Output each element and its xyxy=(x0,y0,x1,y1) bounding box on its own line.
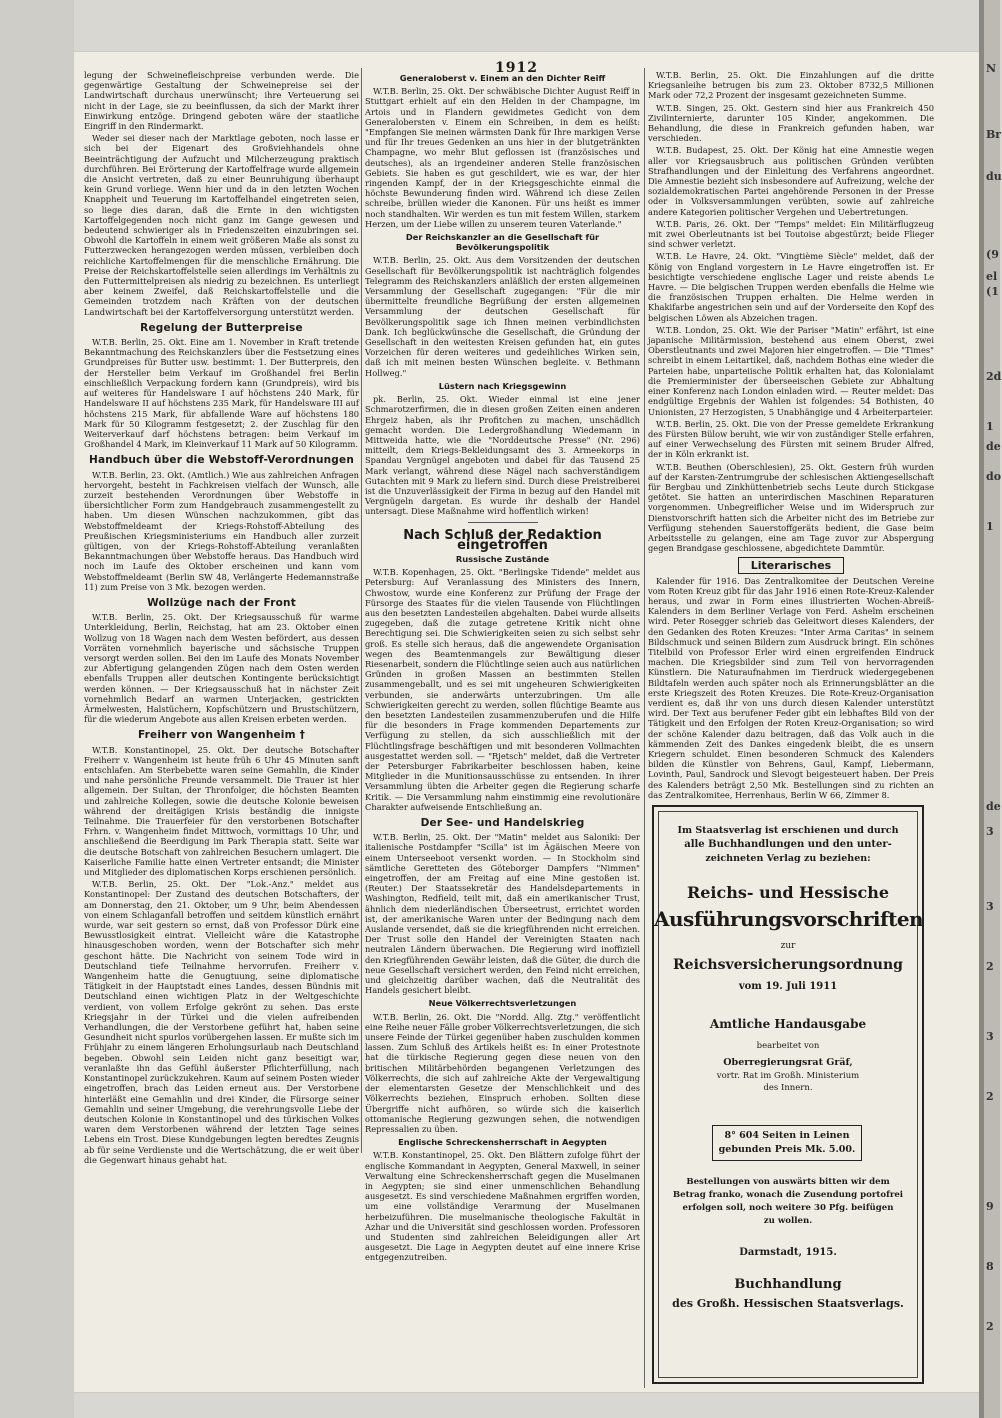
news-item: W.T.B. Singen, 25. Okt. Gestern sind hier aus Frankreich 450 Zivilinternierte, darunter 105 Kinder, angekommen. Die Behandlung, die diese in Frankreich gefunden haben, war verschieden. xyxy=(648,102,934,144)
page-number: 1912 xyxy=(495,60,538,76)
adjacent-page-fragment: du xyxy=(986,170,1002,183)
article-paragraph: Weder sei dieser nach der Marktlage geboten, noch lasse er sich bei der Eigenart des Großviehhandels ohne Beeinträchtigung der Aufzucht und Milcherzeugung praktisch durchführen. Bei Erörterung der Kartoffelfrage wurde allgemein die Ansicht vertreten, daß zu einer Beunruhigung überhaupt kein Grund vorliege. Wenn hier und da in den letzten Wochen Knappheit und Teuerung im Kartoffelhandel eingetreten seien, so liege dies daran, daß die Ernte in den wichtigsten Kartoffelgegenden noch nicht ganz im Gange gewesen und bedeutend schwieriger als in Friedenszeiten einzubringen sei. Obwohl die Kartoffeln in einem weit größeren Maße als sonst zu Futterzwecken herangezogen werden müssen, verbleiben doch reichliche Kartoffelmengen für die menschliche Ernährung. Die Preise der Reichskartoffelstelle seien allerdings im Verhältnis zu den Futtermittelpreisen als niedrig zu bezeichnen. Es unterliegt aber keinem Zweifel, daß Reichskartoffelstelle und die Gemeinden trotzdem nach Kräften von der deutschen Landwirtschaft bei der Kartoffelversorgung unterstützt werden. xyxy=(84,133,359,317)
ad-place-date: Darmstadt, 1915. xyxy=(739,1247,837,1258)
ad-subtitle: Reichsversicherungsordnung xyxy=(673,957,903,973)
ad-date: vom 19. Juli 1911 xyxy=(738,981,838,992)
ad-line: zu wollen. xyxy=(763,1216,813,1226)
news-item: W.T.B. Berlin, 25. Okt. Die von der Presse gemeldete Erkrankung des Fürsten Bülow beruht, wie wir von zuständiger Stelle erfahren, auf einer Verwechselung des Fürsten mit seinem Bruder Alfred, der in Köln erkrankt ist. xyxy=(648,418,934,460)
ad-line: alle Buchhandlungen und den unter- xyxy=(684,839,892,850)
adjacent-page-fragment: N xyxy=(986,62,997,75)
headline-butterpreise: Regelung der Butterpreise xyxy=(140,321,303,334)
article-paragraph: W.T.B. Kopenhagen, 25. Okt. "Berlingske Tidende" meldet aus Petersburg: Auf Veranlassung des Ministers des Innern, Chwostow, wurde eine Konferenz zur Prüfung der Frage der Fürsorge des Staates für die vielen Tausende von Flüchtlingen aus den besetzten Landesteilen abgehalten. Dabei wurde allseits zugegeben, daß die zutage getretene Kritik nicht ohne Berechtigung sei. Die Schwierigkeiten seien zu sich selbst sehr groß. Es stelle sich heraus, daß die angewendete Organisation wegen des Beamtenmangels zur Bewältigung dieser Riesenarbeit, sondern die Flüchtlinge seien auch aus natürlichen Gründen in großen Massen an bestimmten Stellen zusammengeballt, und es sei mit ungeheuren Schwierigkeiten verbunden, sie anderwärts unterzubringen. Um alle Schwierigkeiten gerecht zu werden, sollen flüchtige Beamte aus den besetzten Landesteilen zusammenzuberufen und die Hilfe für die besonders in Frage kommenden Departements zur Verfügung zu stellen, da sich ausschließlich mit der Flüchtlingsfrage beschäftigen und mit besonderen Vollmachten ausgestattet werden soll. — "Rjetsch" meldet, daß die Vertreter der Petersburger Fabrikarbeiter beschlossen haben, keine Mitglieder in die Munitionsausschüsse zu entsenden. In ihrer Versammlung übten die Arbeiter gegen die Regierung scharfe Kritik. — Die Versammlung nahm einstimmig eine revolutionäre Charakter aufweisende Entschließung an. xyxy=(365,567,640,812)
column-rule-2 xyxy=(644,68,645,1388)
headline-kriegsgewinn: Lüstern nach Kriegsgewinn xyxy=(438,380,567,391)
adjacent-page-fragment: 3 xyxy=(986,825,994,838)
adjacent-page-fragment: do xyxy=(986,470,1002,483)
news-item: W.T.B. Beuthen (Oberschlesien), 25. Okt. Gestern früh wurden auf der Karsten-Zentrumgrube der schlesischen Aktiengesellschaft für Bergbau und Zinkhüttenbetrieb sechs Leute durch Stickgase getötet. Sie hatten an unterirdischen Maschinen Reparaturen vorgenommen. Unbegreiflicher Weise und im Widerspruch zur Dienstvorschrift hatten sich die Arbeiter nicht des im Betriebe zur Verfügung stehenden Sauerstoffgeräts bedient, die Gase beim Arbeitsstelle zu gelangen, eine am Tage zuvor zur Abspergung gegen Brandgase geschlossene, abgedichtete Dammtür. xyxy=(648,461,934,554)
ad-line: Bestellungen von auswärts bitten wir dem xyxy=(686,1177,890,1187)
article-paragraph: W.T.B. Konstantinopel, 25. Okt. Den Blättern zufolge führt der englische Kommandant in Aegypten, General Maxwell, in seiner Verwaltung eine Schreckensherrschaft gegen die Muselmanen in Aegypten; sie sind einer unmenschlichen Behandlung ausgesetzt. Es sind verschiedene Maßnahmen ergriffen worden, um eine vollständige Verarmung der Muselmanen herbeizuführen. Die muselmanische theologische Fakultät in Azhar und die Universität sind geschlossen worden. Professoren und Studenten sind zahlreichen Beleidigungen aller Art ausgesetzt. Die Lage in Aegypten deutet auf eine innere Krise entgegenzutreiben. xyxy=(365,1150,640,1263)
headline-voelkerrecht: Neue Völkerrechtsverletzungen xyxy=(428,998,577,1009)
ad-line: Betrag franko, wonach die Zusendung portofrei xyxy=(672,1190,904,1200)
adjacent-page-fragment: (1 xyxy=(986,285,999,298)
article-paragraph: W.T.B. Berlin, 25. Okt. Der "Lok.-Anz." meldet aus Konstantinopel: Der Zustand des deutschen Botschafters, der am Donnerstag, den 21. Oktober, um 9 Uhr, beim Abendessen von einem Schlaganfall betroffen und seitdem künstlich ernährt wurde, war seit gestern so ernst, daß von Professor Dürk eine Bewusstlosigkeit eintrat. Vielleicht wäre die Katastrophe hinausgeschoben worden, wenn der Botschafter sich mehr geschont hätte. Die Nachricht von seinem Tode wird in Deutschland tiefe Teilnahme hervorrufen. Freiherr v. Wangenheim hatte die Genugtuung, seine diplomatische Tätigkeit in der Hauptstadt eines Landes, dessen Bündnis mit Deutschland einen wichtigen Platz in der Weltgeschichte verdient, von vollem Erfolge gekrönt zu sehen. Das erste Kriegsjahr in der Türkei und die vielen aufreibenden Verhandlungen, die der Verstorbene geführt hat, haben seine Gesundheit nicht spurlos vorübergehen lassen. Er mußte sich im Frühjahr zu einem längeren Erholungsurlaub nach Deutschland begeben. Obwohl sein Leiden nicht ganz beseitigt war, veranlaßte ihn das Gefühl äußerster Pflichterfüllung, nach Konstantinopel zurückzukehren. Kaum auf seinem Posten wieder eingetroffen, brach das Leiden erneut aus. Der Verstorbene hinterläßt eine Gemahlin und drei Kinder, die Fürsorge seiner Gemahlin und seiner Umgebung, die verehrungsvolle Liebe der deutschen Kolonie in Konstantinopel und des türkischen Volkes waren dem Verstorbenen während der letzten Tage seines Lebens ein Trost. Diese Kundgebungen legten beredtes Zeugnis ab für seine Verdienste und die Wertschätzung, die er weit über die Gegenwart hinaus gehabt hat. xyxy=(84,879,359,1165)
adjacent-page-fragment: 8 xyxy=(986,1260,994,1273)
ad-line: bearbeitet von xyxy=(756,1041,820,1051)
article-paragraph: W.T.B. Berlin, 25. Okt. Eine am 1. November in Kraft tretende Bekanntmachung des Reichskanzlers über die Festsetzung eines Grundpreises für Butter usw. bestimmt: 1. Der Butterpreis, den der Hersteller beim Verkauf im Großhandel frei Berlin einschließlich Verpackung fordern kann (Grundpreis), wird bis auf weiteres für Handelsware I auf höchstens 240 Mark, für Handelsware II auf höchstens 235 Mark, für Handelsware III auf höchstens 215 Mark, für abfallende Ware auf höchstens 180 Mark für 50 Kilogramm festgesetzt; 2. der Zuschlag für den Weiterverkauf darf höchstens betragen: beim Verkauf im Großhandel 4 Mark, im Kleinverkauf 11 Mark auf 50 Kilogramm. xyxy=(84,337,359,450)
ad-main-title: Ausführungsvorschriften xyxy=(654,907,924,931)
headline-wangenheim: Freiherr von Wangenheim † xyxy=(137,729,306,742)
ad-line: Im Staatsverlag ist erschienen und durch xyxy=(677,825,899,836)
column-1 xyxy=(84,70,359,1165)
section-divider xyxy=(468,522,538,523)
ad-line: zur xyxy=(780,941,796,951)
adjacent-page-edge xyxy=(979,0,1000,1418)
ad-title-line: Reichs- und Hessische xyxy=(686,883,890,902)
ad-publisher: Buchhandlung xyxy=(734,1277,842,1292)
ad-line: vortr. Rat im Großh. Ministerium xyxy=(716,1071,860,1081)
column-rule-1 xyxy=(361,68,362,1153)
article-paragraph: W.T.B. Berlin, 25. Okt. Der Kriegsausschuß für warme Unterkleidung, Berlin, Reichstag, hat am 23. Oktober einen Wollzug von 18 Wagen nach dem Westen befördert, aus dessen Vorräten vornehmlich bayerische und sächsische Truppen versorgt werden sollen. Bei den im Laufe des Monats November zur Abfertigung gelangenden Zügen nach dem Osten werden ebenfalls Truppen aller deutschen Kontingente berücksichtigt werden können. — Der Kriegsausschuß hat in nächster Zeit vornehmlich Bedarf an warmen Unterjacken, gestrickten Ärmelwesten, Halstüchern, Kopfschützern und Brustschützern, für die wiederum Angebote aus allen Kreisen erbeten werden. xyxy=(84,612,359,725)
article-paragraph: W.T.B. Berlin, 25. Okt. Der "Matin" meldet aus Saloniki: Der italienische Postdampfer "Scilla" ist im Ägäischen Meere von einem Unterseeboot versenkt worden. — In Stockholm sind sämtliche Geretteten des Göteborger Dampfers "Nimmen" eingetroffen, der am Freitag auf eine Mine gestoßen ist. (Reuter.) Der Staatssekretär des Handelsdepartements in Washington, Redfield, teilt mit, daß ein amerikanischer Trust, ähnlich dem niederländischen Überseetrust, errichtet worden ist, der amerikanische Waren unter der Bedingung nach dem Auslande versendet, daß sie die kriegführenden nicht erreichen. Der Trust solle den Handel der Vereinigten Staaten nach neutralen Ländern überwachen. Die Regierung wird inoffiziell den Kriegführenden Gewähr leisten, daß die Güter, die durch die neue Gesellschaft versichert werden, den Feind nicht erreichen, und gleichzeitig darüber wachen, daß die Neutralität des Handels gesichert bleibt. xyxy=(365,832,640,996)
headline-webstoff: Handbuch über die Webstoff-Verordnungen xyxy=(88,454,355,467)
adjacent-page-fragment: 1 xyxy=(986,520,994,533)
adjacent-page-fragment: 3 xyxy=(986,900,994,913)
headline-literarisches: Literarisches xyxy=(738,557,844,574)
adjacent-page-fragment: (9 xyxy=(986,248,999,261)
binding-gutter xyxy=(0,0,74,1418)
adjacent-page-fragment: el xyxy=(986,270,998,283)
article-paragraph: W.T.B. Berlin, 26. Okt. Die "Nordd. Allg. Ztg." veröffentlicht eine Reihe neuer Fälle grober Völkerrechtsverletzungen, die sich unsere Feinde der Türkei gegenüber haben zuschulden kommen lassen. Zum Schluß des Artikels heißt es: In einer Protestnote hat die türkische Regierung gegen diese neuen von den britischen Militärbehörden begangenen Verletzungen des Völkerrechts, die sich auf zahlreiche Akte der Vergewaltigung der elementarsten Gesetze der Menschlichkeit und des Völkerrechts beziehen, Einspruch erhoben. Sollten diese Übergriffe nicht aufhören, so würde sich die kaiserlich ottomanische Regierung gezwungen sehen, die notwendigen Repressalien zu üben. xyxy=(365,1011,640,1134)
ad-line: zeichneten Verlag zu beziehen: xyxy=(705,853,871,864)
adjacent-page-fragment: 2 xyxy=(986,960,994,973)
headline-redaktionsschluss: Nach Schluß der Redaktion eingetroffen xyxy=(403,527,602,553)
news-item: W.T.B. Paris, 26. Okt. Der "Temps" meldet: Ein Militärflugzeug mit zwei Oberleutnants ist bei Toutoise abgestürzt; beide Flieger sind schwer verletzt. xyxy=(648,218,934,250)
adjacent-page-fragment: Br xyxy=(986,128,1002,141)
adjacent-page-fragment: de xyxy=(986,800,1001,813)
ad-author: Oberregierungsrat Gräf, xyxy=(723,1057,853,1068)
advertisement-box xyxy=(652,805,924,1384)
headline-reichskanzler: Der Reichskanzler an die Gesellschaft für Bevölkerungspolitik xyxy=(405,232,600,253)
article-paragraph: W.T.B. Berlin, 25. Okt. Aus dem Vorsitzenden der deutschen Gesellschaft für Bevölkerungspolitik ist nachträglich folgendes Telegramm des Reichskanzlers anläßlich der ersten allgemeinen Versammlung der Gesellschaft zugegangen: "Für die mir übermittelte freundliche Begrüßung der ersten allgemeinen Versammlung der deutschen Gesellschaft für Bevölkerungspolitik sage ich Ihnen meinen verbindlichsten Dank. Ich beglückwünsche die Gesellschaft, die Gründung der Gesellschaft in den weitesten Kreisen gefunden hat, ein gutes Vorzeichen für deren weiteres und gedeihliches Wirken sein, daß ich mit meinen besten Wünschen begleite. v. Bethmann Hollweg." xyxy=(365,255,640,378)
news-item: W.T.B. Budapest, 25. Okt. Der König hat eine Amnestie wegen aller vor Kriegsausbruch aus politischen Gründen verübten Strafhandlungen und der Einleitung des Verfahrens angeordnet. Die Amnestie bezieht sich insbesondere auf Aufreizung, welche der sozialdemokratischen Partei angehörende Personen in der Presse oder in Volksversammlungen verübten, sowie auf zahlreiche andere Kategorien politischer Vergehen und Uebertretungen. xyxy=(648,145,934,217)
ad-price-line: 8° 604 Seiten in Leinen xyxy=(724,1130,850,1141)
article-paragraph: pk. Berlin, 25. Okt. Wieder einmal ist eine jener Schmarotzerfirmen, die in diesen großen Zeiten einen anderen Ehrgeiz haben, als ihr Profitchen zu machen, unschädlich gemacht worden. Die Ledergroßhandlung Wiedemann in Mittweida hatte, wie die "Norddeutsche Presse" (Nr. 296) mitteilt, dem Kriegs-Bekleidungsamt des 3. Armeekorps in Spandau Vergnügel angeboten und dabei für das Tausend 25 Mark verlangt, während diese Nägel nach sachverständigem Gutachten mit 9 Mark zu liefern sind. Durch diese Preistreiberei ist die Unzuverlässigkeit der Firma in bezug auf den Handel mit Vergnügeln dargetan. Es wurde ihr deshalb der Handel untersagt. Diese Maßnahme wird hoffentlich wirken! xyxy=(365,394,640,517)
ad-line: erfolgen soll, noch weitere 30 Pfg. beifügen xyxy=(682,1203,894,1213)
adjacent-page-fragment: 3 xyxy=(986,1030,994,1043)
ad-price-line: gebunden Preis Mk. 5.00. xyxy=(718,1144,856,1155)
headline-aegypten: Englische Schreckensherrschaft in Aegypten xyxy=(398,1137,607,1148)
adjacent-page-fragment: 2 xyxy=(986,1090,994,1103)
headline-literarisches-box xyxy=(648,561,934,571)
ad-edition: Amtliche Handausgabe xyxy=(709,1017,867,1031)
article-paragraph: W.T.B. Berlin, 25. Okt. Der schwäbische Dichter August Reiff in Stuttgart erhielt auf ein den Helden in der Champagne, im Artois und in Flandern gewidmetes Gedicht von dem Generalobersten v. Einem ein Schreiben, in dem es heißt: "Empfangen Sie meinen wärmsten Dank für Ihre markigen Verse und für Ihr treues Gedenken an uns hier in der blutgetränkten Champagne, wo mehr Blut geflossen ist (französisches und deutsches), als an irgendeiner anderen Stelle französischen Gebiets. Sie haben es gut geschildert, wie es war, der hier ringenden Kampf, der in der Kriegsgeschichte einmal die höchste Bewunderung finden wird. Während ich diese Zeilen schreibe, brüllen wieder die Kanonen. Für uns heißt es immer noch standhalten. Wir werden es tun mit festem Willen, starkem Herzen, um der Liebe willen zu unserem teuren Vaterlande." xyxy=(365,86,640,229)
headline-reiff: Generaloberst v. Einem an den Dichter Reiff xyxy=(399,73,606,83)
ad-publisher: des Großh. Hessischen Staatsverlags. xyxy=(672,1297,904,1310)
headline-handelskrieg: Der See- und Handelskrieg xyxy=(420,817,585,830)
news-item: W.T.B. Le Havre, 24. Okt. "Vingtième Siècle" meldet, daß der König von England vorgestern in Le Havre eingetroffen ist. Er besichtigte verschiedene englische Lager und reiste abends Le Havre. — Die belgischen Truppen werden ebenfalls die Helme wie die französischen Truppen erhalten. Die Helme werden in Khakifarbe angestrichen sein und auf der Vorderseite den Kopf des belgischen Löwen als Abzeichen tragen. xyxy=(648,251,934,323)
article-paragraph: legung der Schweinefleischpreise verbunden werde. Die gegenwärtige Gestaltung der Schweinepreise sei der Landwirtschaft durchaus unerwünscht; ihre Verteuerung sei nicht in der Lage, sie zu beeinflussen, da sich der Markt ihrer Einwirkung entzöge. Dringend geboten wäre der staatliche Eingriff in den Rindermarkt. xyxy=(84,70,359,132)
headline-wollzuege: Wollzüge nach der Front xyxy=(147,596,296,609)
adjacent-page-fragment: 1 xyxy=(986,420,994,433)
ad-line: des Innern. xyxy=(763,1083,813,1093)
column-2 xyxy=(365,70,640,1263)
ad-price-box xyxy=(712,1125,862,1161)
headline-russische-zustaende: Russische Zustände xyxy=(455,553,550,564)
article-paragraph: W.T.B. Berlin, 23. Okt. (Amtlich.) Wie aus zahlreichen Anfragen hervorgeht, besteht in Fachkreisen vielfach der Wunsch, alle zurzeit bestehenden Verordnungen über Webstoffe in übersichtlicher Form zum Handgebrauch zusammengestellt zu haben. Um diesen Wünschen nachzukommen, gibt das Webstoffmeldeamt der Kriegs-Rohstoff-Abteilung des Preußischen Kriegsministeriums ein Handbuch aller zurzeit gültigen, von der Kriegs-Rohstoff-Abteilung veranlaßten Bekanntmachungen über Webstoffe heraus. Das Handbuch wird noch im Laufe des Oktober erscheinen und kann vom Webstoffmeldeamt (Berlin SW 48, Verlängerte Hedemannstraße 11) zum Preise von 3 Mk. bezogen werden. xyxy=(84,469,359,592)
article-paragraph: Kalender für 1916. Das Zentralkomitee der Deutschen Vereine vom Roten Kreuz gibt für das Jahr 1916 einen Rote-Kreuz-Kalender heraus, und zwar in Form eines illustrierten Wochen-Abreiß-Kalenders in dem Berliner Verlage von Ferd. Ashelm erscheinen wird. Peter Rosegger schrieb das Geleitwort dieses Kalenders, der den Gedanken des Roten Kreuzes: "Inter Arma Caritas" in seinem Bildschmuck und seinen Bildern zum Ausdruck bringt. Ein schönes Titelbild von Professor Erler wird einen ergreifenden Eindruck machen. Die Kriegsbilder sind zum Teil von hervorragenden Künstlern. Die Naturaufnahmen im Tierdruck wiedergegebenen Bildtafeln werden auch später noch als Erinnerungsblätter an die erste Kriegszeit des Roten Kreuzes. Die Rote-Kreuz-Organisation verdient es, daß ihr von uns durch diesen Kalender unterstützt wird. Der Text aus berufener Feder gibt ein lebhaftes Bild von der Tätigkeit und den Erfolgen der Roten Kreuz-Organisation; so wird der schöne Kalender dazu beitragen, daß das Volk auch in die kämmenden Zeit des Dankes eingedenk bleibt, die es unsern Kriegern schuldet. Einen besonderen Schmuck des Kalenders bilden die Künstler von Behrens, Gaul, Kampf, Liebermann, Lovinth, Paul, Sandrock und Slevogt beigesteuert haben. Der Preis des Kalenders beträgt 2,50 Mk. Bestellungen sind zu richten an das Zentralkomitee, Herrenhaus, Berlin W 66, Zimmer 8. xyxy=(648,575,934,800)
article-paragraph: W.T.B. Konstantinopel, 25. Okt. Der deutsche Botschafter Freiherr v. Wangenheim ist heute früh 6 Uhr 45 Minuten sanft entschlafen. Am Sterbebette waren seine Gemahlin, die Kinder und nahe persönliche Freunde versammelt. Die Trauer ist hier allgemein. Der Sultan, der Thronfolger, die höchsten Beamten und zahlreiche Kollegen, sowie die deutsche Kolonie beweisen während der dreitägigen Krisis beständig die innigste Teilnahme. Die Trauerfeier für den verstorbenen Botschafter Frhrn. v. Wangenheim findet Mittwoch, vormittags 10 Uhr, und anschließend die Beerdigung im Park Therapia statt. Seite war die deutsche Botschaft von zahlreichen Besuchern umlagert. Die Kaiserliche Familie hatte einen Vertreter entsandt; die Minister und Mitglieder des diplomatischen Korps erschienen persönlich. xyxy=(84,744,359,878)
adjacent-page-fragment: 2d xyxy=(986,370,1002,383)
adjacent-page-fragment: 2 xyxy=(986,1320,994,1333)
adjacent-page-shadow xyxy=(979,0,984,1418)
adjacent-page-fragment: 9 xyxy=(986,1200,994,1213)
news-item: W.T.B. London, 25. Okt. Wie der Pariser "Matin" erfährt, ist eine japanische Militärmission, bestehend aus einem Oberst, zwei Oberstleutnants und zwei Majoren hier eingetroffen. — Die "Times" schreibt in einem Leitartikel, daß, nachdem Bothas eine wieder die Parteien habe, unparteiische Politik erhalten hat, das Kolonialamt die Premierminister der überseeischen Gebiete zur Abhaltung einer Konferenz nach London einladen wird. — Reuter meldet: Das endgültige Ergebnis der Wahlen ist folgendes: 54 Bothisten, 40 Unionisten, 27 Herzogisten, 5 Unabhängige und 4 Arbeiterparteier. xyxy=(648,324,934,417)
news-item: W.T.B. Berlin, 25. Okt. Die Einzahlungen auf die dritte Kriegsanleihe betrugen bis zum 23. Oktober 8732,5 Millionen Mark oder 72,2 Prozent der insgesamt gezeichneten Summe. xyxy=(648,70,934,101)
adjacent-page-fragment: de xyxy=(986,440,1001,453)
